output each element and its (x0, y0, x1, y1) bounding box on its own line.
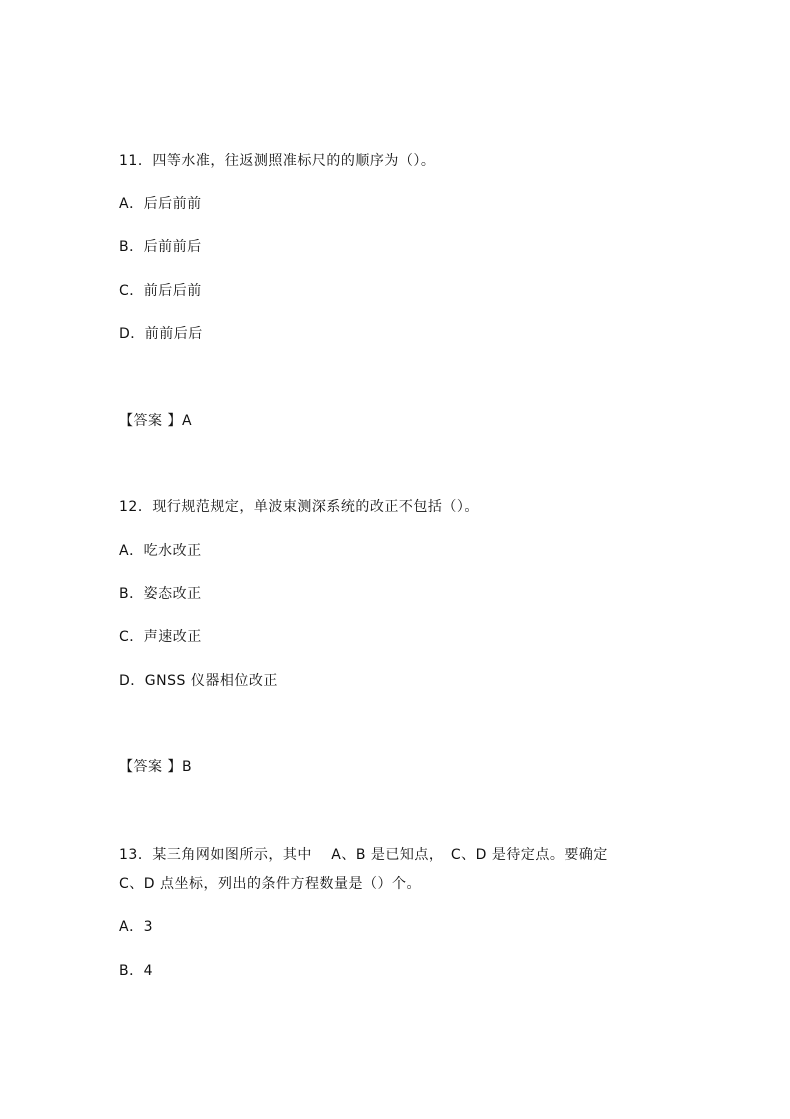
question-11-answer: 【答案 】A (119, 413, 193, 429)
question-11-stem: 11．四等水准，往返测照准标尺的的顺序为（）。 (119, 153, 436, 169)
question-12-option-a: A．吃水改正 (119, 543, 202, 559)
question-12-answer: 【答案 】B (119, 759, 193, 775)
question-11-option-d: D．前前后后 (119, 326, 203, 342)
question-11-option-a: A．后后前前 (119, 196, 202, 212)
question-12-option-d: D．GNSS 仪器相位改正 (119, 673, 278, 689)
question-12-option-b: B．姿态改正 (119, 586, 202, 602)
question-11-option-c: C．前后后前 (119, 283, 202, 299)
question-11-option-b: B．后前前后 (119, 239, 202, 255)
question-13-stem-line-1: 13．某三角网如图所示，其中 A、B 是已知点， C、D 是待定点。要确定 (119, 847, 608, 863)
question-12-stem: 12．现行规范规定，单波束测深系统的改正不包括（）。 (119, 499, 479, 515)
question-12-option-c: C．声速改正 (119, 629, 202, 645)
question-13-stem-line-2: C、D 点坐标，列出的条件方程数量是（）个。 (119, 876, 422, 892)
question-13-option-a: A．3 (119, 919, 153, 935)
question-13-option-b: B．4 (119, 963, 154, 979)
